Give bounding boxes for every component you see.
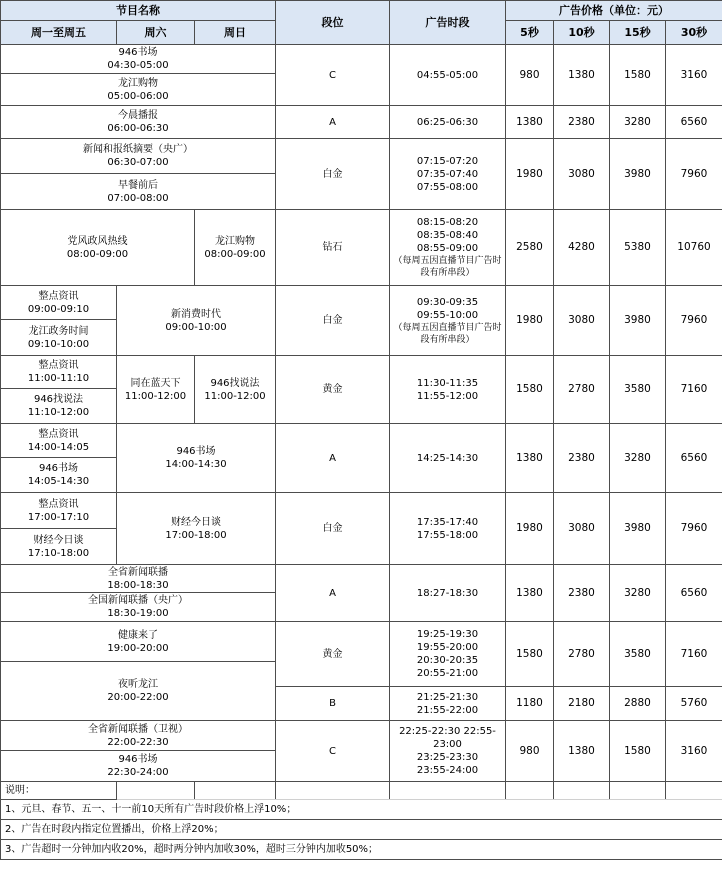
tier-cell: A — [276, 106, 390, 139]
saturday-header: 周六 — [117, 21, 195, 45]
price-cell: 1180 — [506, 687, 554, 721]
price-cell: 2580 — [506, 210, 554, 286]
program-cell: 全国新闻联播（央广） 18:30-19:00 — [1, 593, 276, 622]
price-cell: 1980 — [506, 493, 554, 565]
price-cell: 3980 — [610, 286, 666, 356]
price-cell: 1580 — [506, 356, 554, 424]
program-cell-sunday: 946找说法 11:00-12:00 — [195, 356, 276, 424]
price-cell: 10760 — [666, 210, 722, 286]
program-cell: 946书场 22:30-24:00 — [1, 751, 276, 782]
empty-cell — [195, 782, 276, 800]
ad-slot-cell: 06:25-06:30 — [390, 106, 506, 139]
price-cell: 1580 — [610, 45, 666, 106]
tier-cell: 黄金 — [276, 622, 390, 687]
price-cell: 1580 — [610, 721, 666, 782]
ad-slot-cell: 11:30-11:35 11:55-12:00 — [390, 356, 506, 424]
price-cell: 2780 — [554, 622, 610, 687]
ad-slot-cell: 04:55-05:00 — [390, 45, 506, 106]
price-cell: 2880 — [610, 687, 666, 721]
price-cell: 6560 — [666, 424, 722, 493]
price-cell: 3160 — [666, 45, 722, 106]
ad-slot-note: （每周五因直播节目广告时段有所串段） — [393, 322, 502, 345]
tier-cell: 白金 — [276, 493, 390, 565]
tier-cell: 白金 — [276, 139, 390, 210]
duration-15s-header: 15秒 — [610, 21, 666, 45]
note-line: 2、广告在时段内指定位置播出，价格上浮20%； — [1, 820, 722, 840]
price-cell: 3080 — [554, 139, 610, 210]
ad-slot-cell: 22:25-22:30 22:55- 23:00 23:25-23:30 23:55-24:00 — [390, 721, 506, 782]
ad-slot-times: 08:15-08:20 08:35-08:40 08:55-09:00 — [416, 217, 479, 254]
program-cell-weekend: 龙江购物 08:00-09:00 — [195, 210, 276, 286]
empty-cell — [390, 782, 506, 800]
program-cell: 新闻和报纸摘要（央广） 06:30-07:00 — [1, 139, 276, 174]
price-cell: 3280 — [610, 565, 666, 622]
price-cell: 1380 — [506, 565, 554, 622]
price-cell: 2780 — [554, 356, 610, 424]
price-cell: 3160 — [666, 721, 722, 782]
price-cell: 3580 — [610, 356, 666, 424]
empty-cell — [117, 782, 195, 800]
program-cell: 全省新闻联播（卫视） 22:00-22:30 — [1, 721, 276, 751]
note-line: 3、广告超时一分钟加内收20%，超时两分钟内加收30%，超时三分钟内加收50%； — [1, 840, 722, 860]
price-cell: 7960 — [666, 286, 722, 356]
price-cell: 6560 — [666, 565, 722, 622]
duration-30s-header: 30秒 — [666, 21, 722, 45]
program-cell: 龙江购物 05:00-06:00 — [1, 74, 276, 106]
program-cell-weekend: 946书场 14:00-14:30 — [117, 424, 276, 493]
price-cell: 2380 — [554, 424, 610, 493]
price-cell: 2380 — [554, 565, 610, 622]
program-cell: 946书场 04:30-05:00 — [1, 45, 276, 74]
price-cell: 1380 — [506, 424, 554, 493]
notes-title: 说明： — [1, 782, 117, 800]
price-cell: 7160 — [666, 622, 722, 687]
sunday-header: 周日 — [195, 21, 276, 45]
tier-cell: C — [276, 721, 390, 782]
price-cell: 1980 — [506, 286, 554, 356]
price-cell: 3280 — [610, 424, 666, 493]
ad-slot-cell: 19:25-19:30 19:55-20:00 20:30-20:35 20:55-21:00 — [390, 622, 506, 687]
ad-slot-cell — [390, 210, 506, 286]
note-line: 1、元旦、春节、五一、十一前10天所有广告时段价格上浮10%； — [1, 800, 722, 820]
program-cell: 健康来了 19:00-20:00 — [1, 622, 276, 662]
empty-cell — [666, 782, 722, 800]
price-cell: 980 — [506, 721, 554, 782]
program-cell: 全省新闻联播 18:00-18:30 — [1, 565, 276, 593]
weekday-header: 周一至周五 — [1, 21, 117, 45]
price-cell: 1380 — [554, 45, 610, 106]
price-header: 广告价格（单位：元） — [506, 1, 722, 21]
program-cell: 整点资讯 17:00-17:10 — [1, 493, 117, 529]
tier-cell: B — [276, 687, 390, 721]
program-cell-weekend: 财经今日谈 17:00-18:00 — [117, 493, 276, 565]
price-cell: 2380 — [554, 106, 610, 139]
price-cell: 980 — [506, 45, 554, 106]
empty-cell — [276, 782, 390, 800]
price-cell: 3080 — [554, 493, 610, 565]
ad-slot-cell: 18:27-18:30 — [390, 565, 506, 622]
program-cell: 946找说法 11:10-12:00 — [1, 389, 117, 424]
price-cell: 1980 — [506, 139, 554, 210]
program-cell: 财经今日谈 17:10-18:00 — [1, 529, 117, 565]
ad-slot-cell: 14:25-14:30 — [390, 424, 506, 493]
tier-header: 段位 — [276, 1, 390, 45]
program-name-header: 节目名称 — [1, 1, 276, 21]
price-cell: 1580 — [506, 622, 554, 687]
program-cell: 早餐前后 07:00-08:00 — [1, 174, 276, 210]
program-cell: 夜听龙江 20:00-22:00 — [1, 662, 276, 721]
ad-slot-cell: 07:15-07:20 07:35-07:40 07:55-08:00 — [390, 139, 506, 210]
duration-10s-header: 10秒 — [554, 21, 610, 45]
price-cell: 3980 — [610, 493, 666, 565]
program-cell: 整点资讯 09:00-09:10 — [1, 286, 117, 320]
price-cell: 3080 — [554, 286, 610, 356]
tier-cell: A — [276, 424, 390, 493]
tier-cell: C — [276, 45, 390, 106]
ad-slot-cell: 21:25-21:30 21:55-22:00 — [390, 687, 506, 721]
empty-cell — [610, 782, 666, 800]
program-cell: 整点资讯 14:00-14:05 — [1, 424, 117, 458]
price-cell: 5760 — [666, 687, 722, 721]
program-cell-weekday: 党风政风热线 08:00-09:00 — [1, 210, 195, 286]
program-cell: 946书场 14:05-14:30 — [1, 458, 117, 493]
tier-cell: A — [276, 565, 390, 622]
duration-5s-header: 5秒 — [506, 21, 554, 45]
tier-cell: 钻石 — [276, 210, 390, 286]
empty-cell — [506, 782, 554, 800]
price-cell: 5380 — [610, 210, 666, 286]
program-cell-weekend: 新消费时代 09:00-10:00 — [117, 286, 276, 356]
price-cell: 3280 — [610, 106, 666, 139]
price-cell: 6560 — [666, 106, 722, 139]
ad-slot-note: （每周五因直播节目广告时段有所串段） — [393, 256, 502, 278]
price-cell: 4280 — [554, 210, 610, 286]
program-cell: 整点资讯 11:00-11:10 — [1, 356, 117, 389]
program-cell: 今晨播报 06:00-06:30 — [1, 106, 276, 139]
empty-cell — [554, 782, 610, 800]
program-cell: 龙江政务时间 09:10-10:00 — [1, 320, 117, 356]
price-cell: 1380 — [506, 106, 554, 139]
ad-slot-header: 广告时段 — [390, 1, 506, 45]
price-cell: 3580 — [610, 622, 666, 687]
tier-cell: 白金 — [276, 286, 390, 356]
ad-slot-cell: 17:35-17:40 17:55-18:00 — [390, 493, 506, 565]
program-cell-saturday: 同在蓝天下 11:00-12:00 — [117, 356, 195, 424]
price-cell: 7960 — [666, 139, 722, 210]
price-cell: 1380 — [554, 721, 610, 782]
price-cell: 3980 — [610, 139, 666, 210]
ad-slot-times: 09:30-09:35 09:55-10:00 — [416, 296, 479, 321]
ad-slot-cell — [390, 286, 506, 356]
price-cell: 7960 — [666, 493, 722, 565]
price-cell: 2180 — [554, 687, 610, 721]
tier-cell: 黄金 — [276, 356, 390, 424]
price-cell: 7160 — [666, 356, 722, 424]
